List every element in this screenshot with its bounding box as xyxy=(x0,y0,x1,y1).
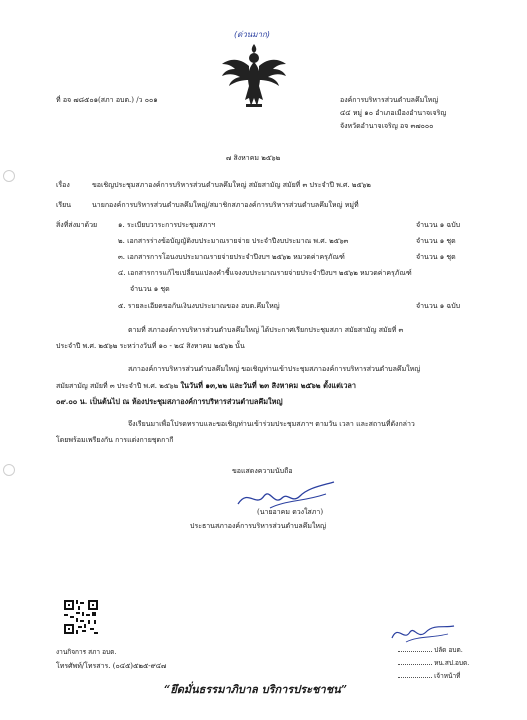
attachment-item: ๒. เอกสารร่างข้อบัญญัติงบประมาณรายจ่าย ประจำปีงบประมาณ พ.ศ. ๒๕๖๓ xyxy=(118,237,349,245)
org-name: องค์การบริหารส่วนตำบลคึมใหญ่ xyxy=(340,96,439,104)
attachment-item: ๑. ระเบียบวาระการประชุมสภาฯ xyxy=(118,221,216,229)
urgent-annotation: (ด่วนมาก) xyxy=(234,30,271,39)
recipient-label: เรียน xyxy=(56,201,72,209)
body-paragraph-2-line-1: สภาองค์การบริหารส่วนตำบลคึมใหญ่ ขอเชิญท่านเข้าประชุมสภาองค์การบริหารส่วนตำบลคึมใหญ่ xyxy=(128,365,421,373)
letter-date: ๗ สิงหาคม ๒๕๖๒ xyxy=(226,154,281,162)
meeting-dates-text: ในวันที่ ๑๓,๒๒ และวันที่ ๒๓ สิงหาคม ๒๕๖๒ ตั้งแต่เวลา xyxy=(180,381,356,390)
body-paragraph-3-line-1: จึงเรียนมาเพื่อโปรดทราบและขอเชิญท่านเข้าร่วมประชุมสภาฯ ตามวัน เวลา และสถานที่ดังกล่าว xyxy=(128,420,415,428)
initial-line-1 xyxy=(398,646,463,655)
attachment-qty: จำนวน ๑ ฉบับ xyxy=(416,302,461,310)
subject-text: ขอเชิญประชุมสภาองค์การบริหารส่วนตำบลคึมใหญ่ สมัยสามัญ สมัยที่ ๓ ประจำปี พ.ศ. ๒๕๖๒ xyxy=(92,181,371,189)
body-paragraph-3-line-2: โดยพร้อมเพรียงกัน การแต่งกายชุดกากี xyxy=(56,436,174,444)
initial-role-3: เจ้าหน้าที่ xyxy=(434,672,461,680)
body-paragraph-2-line-2 xyxy=(56,381,356,391)
footer-unit: งานกิจการ สภา อบต. xyxy=(56,648,117,656)
footer-slogan: “ยึดมั่นธรรมาภิบาล บริการประชาชน” xyxy=(164,683,348,696)
meeting-time-place: ๐๙.๐๐ น. เป็นต้นไป ณ ห้องประชุมสภาองค์การบริหารส่วนตำบลคึมใหญ่ xyxy=(56,397,283,406)
meeting-session-text: สมัยสามัญ สมัยที่ ๓ ประจำปี พ.ศ. ๒๕๖๒ xyxy=(56,382,179,390)
reference-number: ที่ อจ ๗๘๕๐๑(สภา อบต.) /ว ๐๐๑ xyxy=(56,96,158,104)
initial-scribble xyxy=(388,620,458,646)
org-address-line2: จังหวัดอำนาจเจริญ อจ ๓๗๐๐๐ xyxy=(340,122,434,130)
initial-role-2: หน.สป.อบต. xyxy=(434,659,470,667)
attachment-qty: จำนวน ๑ ชุด xyxy=(130,285,170,293)
binder-hole-bottom xyxy=(3,464,15,476)
initial-line-2 xyxy=(398,659,469,668)
attachment-qty: จำนวน ๑ ชุด xyxy=(416,253,456,261)
attachment-qty: จำนวน ๑ ฉบับ xyxy=(416,221,461,229)
footer-phone: โทรศัพท์/โทรสาร. (๐๔๕)๕๒๕-๙๔๗ xyxy=(56,662,167,670)
attachment-item: ๓. เอกสารการโอนงบประมาณรายจ่ายประจำปีงบฯ ๒๕๖๒ หมวดค่าครุภัณฑ์ xyxy=(118,253,345,261)
attachment-item: ๔. เอกสารการแก้ไขเปลี่ยนแปลงคำชี้แจงงบประมาณรายจ่ายประจำปีงบฯ ๒๕๖๒ หมวดค่าครุภัณฑ์ xyxy=(118,269,412,277)
attachments-label: สิ่งที่ส่งมาด้วย xyxy=(56,221,98,229)
signer-name: (นายอาคม ดวงใสภา) xyxy=(257,508,324,516)
attachment-item: ๕. รายละเอียดขอกันเงินงบประมาณของ อบต.คึมใหญ่ xyxy=(118,302,280,310)
subject-label: เรื่อง xyxy=(56,181,70,189)
qr-code xyxy=(64,600,98,634)
initial-line-3 xyxy=(398,672,460,681)
recipient-text: นายกองค์การบริหารส่วนตำบลคึมใหญ่/สมาชิกสภาองค์การบริหารส่วนตำบลคึมใหญ่ หมู่ที่ xyxy=(92,201,359,209)
garuda-emblem xyxy=(218,40,290,112)
binder-hole-top xyxy=(3,170,15,182)
attachment-qty: จำนวน ๑ ชุด xyxy=(416,237,456,245)
org-address-line1: ๔๔ หมู่ ๑๐ อำเภอเมืองอำนาจเจริญ xyxy=(340,109,447,117)
body-paragraph-1-line-1: ตามที่ สภาองค์การบริหารส่วนตำบลคึมใหญ่ ได้ประกาศเรียกประชุมสภา สมัยสามัญ สมัยที่ ๓ xyxy=(128,326,404,334)
initial-role-1: ปลัด อบต. xyxy=(434,646,463,654)
signer-title: ประธานสภาองค์การบริหารส่วนตำบลคึมใหญ่ xyxy=(190,522,327,530)
closing-text: ขอแสดงความนับถือ xyxy=(232,467,293,475)
body-paragraph-1-line-2: ประจำปี พ.ศ. ๒๕๖๒ ระหว่างวันที่ ๑๐ - ๒๔ สิงหาคม ๒๕๖๒ นั้น xyxy=(56,342,245,350)
